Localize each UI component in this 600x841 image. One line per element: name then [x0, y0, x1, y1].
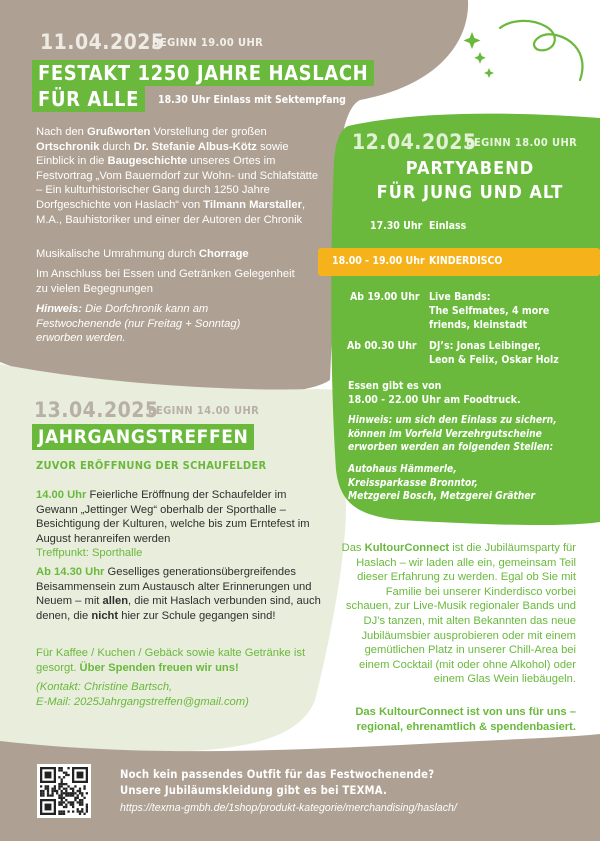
section3-event2-time: Ab 14.30 Uhr — [36, 566, 105, 578]
section2-food: Essen gibt es von 18.00 - 22.00 Uhr am Foodtruck. — [348, 380, 521, 406]
section1-bold-run: Tilmann Marstaller — [203, 198, 302, 211]
program-row-time: 18.00 - 19.00 Uhr — [332, 255, 425, 267]
section1-begin: BEGINN 19.00 UHR — [152, 36, 264, 49]
section1-bold-run: Dr. Stefanie Albus-Kötz — [133, 140, 257, 153]
section3-event1-text: Feierliche Eröffnung der Schaufelder im Gewann „Jettinger Weg“ oberhalb der Sporthalle – Besichtigung der Kulturen, welche bis zum Erntefest im August heranreifen werden — [36, 489, 310, 545]
program-row-text: KINDERDISCO — [429, 255, 503, 267]
section1-paragraph3: Im Anschluss bei Essen und Getränken Gelegenheit zu vielen Begegnungen — [36, 268, 295, 295]
section1-music-bold: Chorrage — [198, 248, 249, 260]
section2-title-line2: FÜR JUNG UND ALT — [376, 182, 564, 203]
section1-music-prefix: Musikalische Umrahmung durch — [36, 248, 199, 260]
section3-event2-bold1: allen — [102, 595, 129, 608]
section3-begin: BEGINN 14.00 UHR — [148, 404, 260, 417]
footer-line2: Unsere Jubiläumskleidung gibt es bei TEXMA. — [120, 784, 387, 797]
section2-title-line1: PARTYABEND — [405, 158, 535, 179]
program-row-time: 17.30 Uhr — [370, 220, 423, 232]
footer-line1: Noch kein passendes Outfit für das Festwochenende? — [120, 768, 435, 781]
section3-event1 — [36, 488, 324, 546]
section1-subtitle: 18.30 Uhr Einlass mit Sektempfang — [158, 94, 346, 106]
section3-meeting-point: Treffpunkt: Sporthalle — [36, 547, 143, 559]
section1-bold-run: Grußworten — [87, 126, 151, 138]
program-row-text: Live Bands: The Selfmates, 4 more friends, kleinstadt — [429, 291, 550, 331]
section1-date: 11.04.2025 — [40, 30, 165, 54]
section3-event1-time: 14.00 Uhr — [36, 489, 87, 501]
section3-event2-text-a: Geselliges generationsübergreifendes Beisammensein zum Austausch alter Erinnerungen und Neuem – mit — [36, 566, 312, 608]
section3-contact: (Kontakt: Christine Bartsch, E-Mail: 2025Jahrgangstreffen@gmail.com) — [36, 681, 249, 708]
section1-text-run: , M.A., Bauhistoriker und einer der Autoren der Chronik — [36, 198, 306, 226]
section1-text-run: sowie Einblick in die — [36, 140, 289, 168]
section2-begin: BEGINN 18.00 UHR — [466, 136, 578, 149]
section1-bold-run: Ortschronik — [36, 140, 100, 153]
section2-places: Autohaus Hämmerle, Kreissparkasse Bronntor, Metzgerei Bosch, Metzgerei Gräther — [348, 464, 536, 502]
section3-title: JAHRGANGSTREFFEN — [32, 424, 254, 450]
section1-title-line1: FESTAKT 1250 JAHRE HASLACH — [32, 60, 374, 86]
section1-title-line2: FÜR ALLE — [32, 86, 145, 112]
section3-catering-a: Für Kaffee / Kuchen / Gebäck sowie kalte Getränke ist gesorgt. — [36, 647, 306, 674]
kultour-text-b: ist die Jubiläumsparty für Haslach – wir laden alle ein, gemeinsam Teil dieser Erfahrung zu werden. Egal ob Sie mit Familie bei unserer Kinderdisco vorbei schauen, zur Live-Musik regionaler Bands und DJ’s tanzen, mit alten Bekannten das neue Jubiläumsbier ausprobieren oder mit einem gemütlichen Platz in unserer Chill-Area bei einem Cocktail (mit oder ohne Alkohol) oder einem Glas Wein liebäugeln. — [345, 542, 576, 686]
section3-event2-text-b: , die mit Haslach verbunden sind, auch denen, die — [36, 595, 321, 622]
section2-date: 12.04.2025 — [352, 130, 477, 154]
program-row-text: DJ’s: Jonas Leibinger, Leon & Felix, Oskar Holz — [429, 340, 559, 366]
section1-bold-run: Baugeschichte — [107, 155, 188, 168]
swirl-icon — [500, 21, 582, 80]
section1-paragraph2 — [36, 247, 320, 262]
program-row-time: Ab 19.00 Uhr — [350, 291, 420, 303]
kultour-closing: Das KultourConnect ist von uns für uns – regional, ehrenamtlich & spendenbasiert. — [355, 706, 576, 733]
section1-text-run: Vorstellung der großen — [150, 126, 267, 138]
section3-event2-text-c: hier zur Schule gegangen sind! — [118, 609, 276, 622]
section1-hint-text: Die Dorfchronik kann am Festwochenende (nur Freitag + Sonntag) erworben werden. — [36, 303, 241, 345]
section1-hint-label: Hinweis: — [36, 303, 83, 315]
section1-hint — [36, 302, 286, 346]
program-row-text: Einlass — [429, 220, 467, 232]
section3-subtitle: ZUVOR ERÖFFNUNG DER SCHAUFELDER — [36, 459, 267, 472]
kultour-text-a: Das — [341, 542, 365, 554]
section1-text-run: Nach den — [36, 126, 87, 138]
qr-code[interactable] — [37, 764, 91, 818]
section3-catering — [36, 646, 326, 675]
section2-hint: Hinweis: um sich den Einlass zu sichern, können im Vorfeld Verzehrgutscheine erworben werden an folgenden Stellen: — [348, 415, 557, 453]
section1-paragraph1 — [36, 125, 320, 227]
section3-catering-b: Über Spenden freuen wir uns! — [79, 661, 239, 674]
kultour-description — [338, 541, 576, 687]
section3-date: 13.04.2025 — [34, 398, 159, 422]
section3-event2-bold2: nicht — [91, 609, 119, 622]
program-row-time: Ab 00.30 Uhr — [347, 340, 417, 352]
section3-event2 — [36, 565, 324, 623]
kultour-brand: KultourConnect — [364, 542, 450, 554]
section1-text-run: unseres Ortes im Festvortrag „Vom Bauerndorf zur Wohn- und Schlafstätte – Ein kulturhistorischer Gang durch 1250 Jahre Dorfgeschichte von Haslach“ von — [36, 155, 319, 211]
qr-code-pattern — [40, 767, 88, 815]
star-icon — [464, 32, 495, 78]
section1-text-run: durch — [99, 140, 134, 153]
footer-url-link[interactable]: https://texma-gmbh.de/1shop/produkt-kategorie/merchandising/haslach/ — [120, 802, 457, 814]
